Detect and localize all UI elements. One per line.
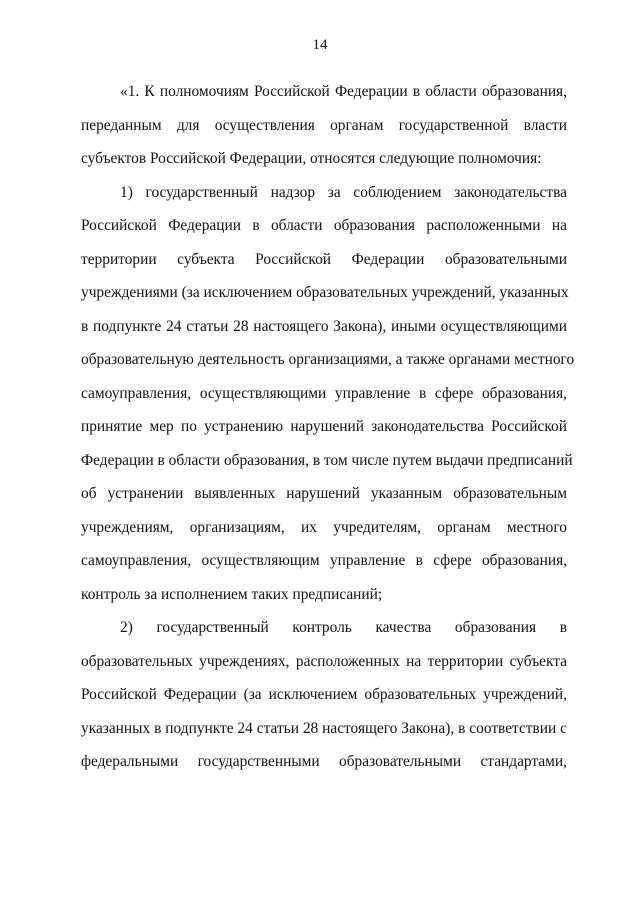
text-line: учреждениями (за исключением образовательных учреждений, указанных bbox=[81, 284, 569, 301]
text-line: Российской Федерации (за исключением образовательных учреждений, bbox=[81, 686, 567, 703]
text-line: указанных в подпункте 24 статьи 28 настоящего Закона), в соответствии с bbox=[81, 719, 567, 737]
text-line: самоуправления, осуществляющим управление в сфере образования, bbox=[81, 552, 567, 569]
document-body bbox=[81, 75, 575, 779]
text-line: федеральными государственными образовательными стандартами, bbox=[81, 753, 567, 770]
text-line: образовательную деятельность организациями, а также органами местного bbox=[81, 351, 575, 368]
text-line: 2) государственный контроль качества образования в bbox=[120, 619, 567, 636]
text-line: Российской Федерации в области образования расположенными на bbox=[81, 217, 567, 234]
page-number: 14 bbox=[312, 37, 328, 53]
text-line: контроль за исполнением таких предписаний; bbox=[81, 585, 383, 603]
text-line: переданным для осуществления органам государственной власти bbox=[81, 116, 567, 134]
text-line: территории субъекта Российской Федерации образовательными bbox=[81, 250, 567, 268]
text-line: учреждениям, организациям, их учредителям, органам местного bbox=[81, 518, 567, 536]
text-line: самоуправления, осуществляющими управление в сфере образования, bbox=[81, 384, 567, 402]
text-line: Федерации в области образования, в том числе путем выдачи предписаний bbox=[81, 451, 573, 469]
text-line: 1) государственный надзор за соблюдением законодательства bbox=[120, 183, 567, 201]
text-line: об устранении выявленных нарушений указанным образовательным bbox=[81, 485, 567, 502]
text-line: в подпункте 24 статьи 28 настоящего Закона), иными осуществляющими bbox=[81, 317, 567, 335]
text-line: субъектов Российской Федерации, относятся следующие полномочия: bbox=[81, 150, 542, 167]
text-line: «1. К полномочиям Российской Федерации в области образования, bbox=[120, 83, 567, 100]
text-line: образовательных учреждениях, расположенных на территории субъекта bbox=[81, 652, 567, 670]
text-line: принятие мер по устранению нарушений законодательства Российской bbox=[81, 418, 567, 435]
